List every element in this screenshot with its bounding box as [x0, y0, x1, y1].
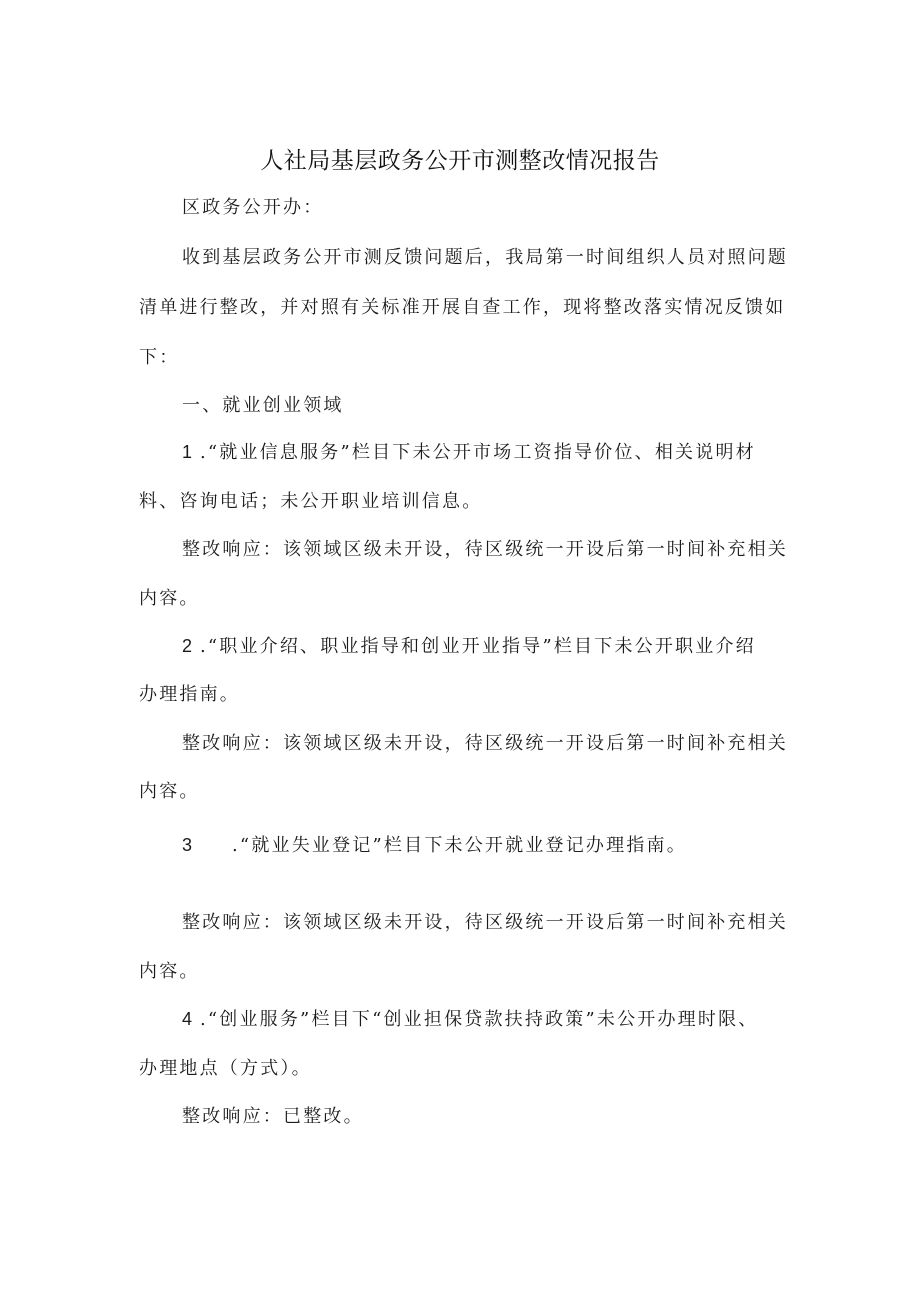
item-1-response-line-2: 内容。 [139, 588, 200, 609]
item-4-issue-text: .“创业服务”栏目下“创业担保贷款扶持政策”未公开办理时限、 [199, 1009, 759, 1030]
item-1-issue-text: .“就业信息服务”栏目下未公开市场工资指导价位、相关说明材 [199, 442, 756, 463]
salutation: 区政务公开办： [182, 197, 324, 218]
item-4-number: 4 [182, 1009, 193, 1029]
intro-line-3: 下： [139, 347, 180, 368]
item-1-issue-line-1 [182, 438, 756, 464]
item-4-issue-line-2: 办理地点（方式）。 [139, 1058, 312, 1079]
intro-line-2: 清单进行整改，并对照有关标准开展自查工作，现将整改落实情况反馈如 [139, 297, 786, 318]
item-4-issue-line-1 [182, 1005, 758, 1031]
item-3-issue-line-1 [182, 831, 687, 857]
item-2-response-line-1: 整改响应：该领域区级未开设，待区级统一开设后第一时间补充相关 [182, 733, 788, 754]
item-2-issue-text: .“职业介绍、职业指导和创业开业指导”栏目下未公开职业介绍 [199, 636, 756, 657]
item-2-issue-line-2: 办理指南。 [139, 684, 240, 705]
item-2-number: 2 [182, 636, 193, 656]
item-4-response-line-1: 整改响应：已整改。 [182, 1106, 364, 1127]
item-1-response-line-1: 整改响应：该领域区级未开设，待区级统一开设后第一时间补充相关 [182, 539, 788, 560]
section-heading: 一、就业创业领域 [182, 395, 344, 416]
item-3-response-line-1: 整改响应：该领域区级未开设，待区级统一开设后第一时间补充相关 [182, 912, 788, 933]
item-2-response-line-2: 内容。 [139, 781, 200, 802]
item-2-issue-line-1 [182, 632, 756, 658]
item-3-issue-text: .“就业失业登记”栏目下未公开就业登记办理指南。 [232, 835, 687, 856]
intro-line-1: 收到基层政务公开市测反馈问题后，我局第一时间组织人员对照问题 [182, 247, 788, 268]
item-3-number: 3 [182, 835, 193, 855]
item-1-number: 1 [182, 442, 193, 462]
item-3-response-line-2: 内容。 [139, 961, 200, 982]
item-1-issue-line-2: 料、咨询电话；未公开职业培训信息。 [139, 491, 483, 512]
document-title: 人社局基层政务公开市测整改情况报告 [260, 148, 660, 174]
